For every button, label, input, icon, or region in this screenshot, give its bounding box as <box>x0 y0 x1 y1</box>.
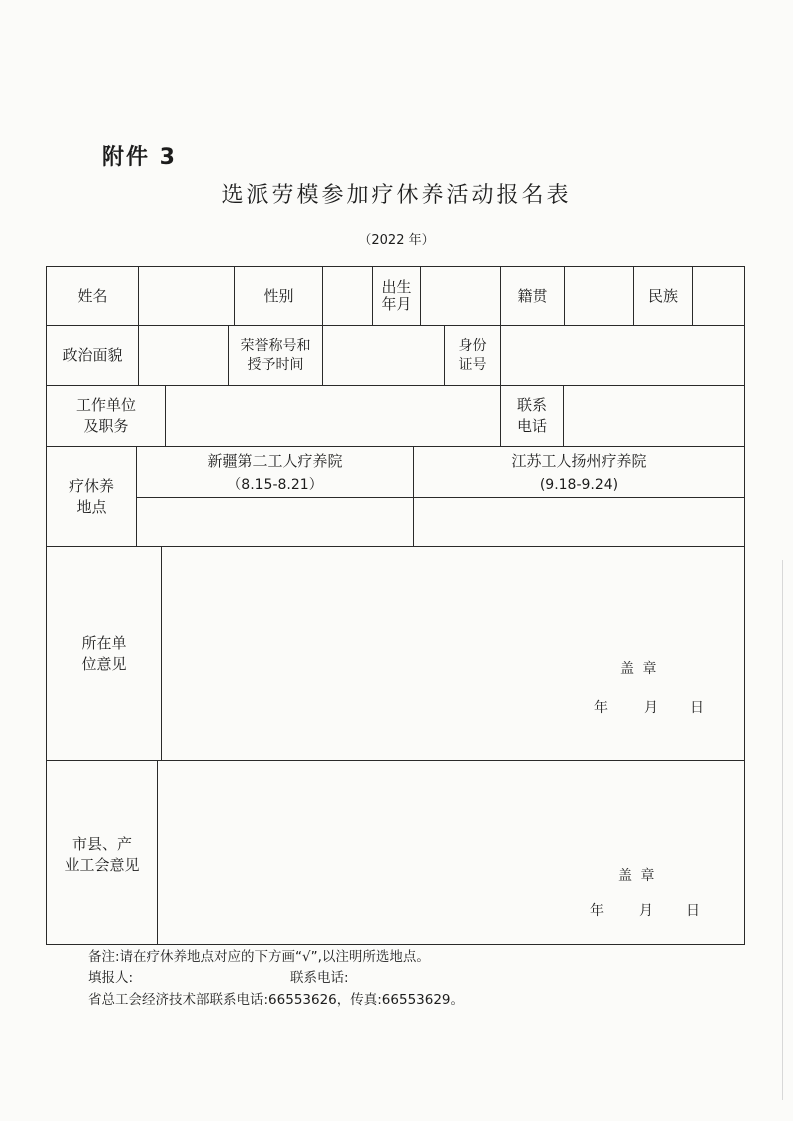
ethnicity-field[interactable] <box>693 267 744 325</box>
resort-option-xinjiang <box>137 449 413 497</box>
unit-opinion-label-line1: 所在单 <box>81 633 127 652</box>
unit-opinion-field[interactable] <box>162 547 744 760</box>
attachment-label: 附件 3 <box>102 145 177 170</box>
union-opinion-label-line2: 业工会意见 <box>64 856 140 874</box>
workplace-label-line2: 及职务 <box>83 417 129 435</box>
union-opinion-field[interactable] <box>158 761 744 944</box>
contact-phone-field[interactable] <box>564 386 744 446</box>
honor-label-line1: 荣誉称号和 <box>240 337 311 354</box>
unit-opinion-label-line2: 位意见 <box>81 654 127 673</box>
id-label-line1: 身份 <box>458 337 487 354</box>
resort-option-yangzhou-dates: (9.18-9.24) <box>539 477 619 493</box>
resort-option-yangzhou <box>414 449 744 497</box>
birth-date-label <box>373 267 420 325</box>
workplace-label-line1: 工作单位 <box>75 396 136 414</box>
gender-field[interactable] <box>323 267 372 325</box>
id-number-field[interactable] <box>501 326 744 385</box>
native-place-label: 籍贯 <box>517 286 548 305</box>
union-opinion-stamp: 盖 章 <box>618 868 657 884</box>
resort-option-yangzhou-name: 江苏工人扬州疗养院 <box>511 452 647 470</box>
political-status-label: 政治面貌 <box>62 346 123 364</box>
union-opinion-label <box>47 800 157 910</box>
contact-phone-note: 联系电话: <box>290 970 349 986</box>
id-label-line2: 证号 <box>458 356 487 373</box>
filler-label: 填报人: <box>88 970 134 986</box>
political-status-field[interactable] <box>139 326 228 385</box>
honor-title-field[interactable] <box>323 326 444 385</box>
table-line <box>46 944 745 945</box>
resort-label-line2: 地点 <box>76 497 107 516</box>
unit-opinion-label <box>47 547 161 760</box>
contact-phone-label-line2: 电话 <box>516 417 547 435</box>
resort-option-xinjiang-name: 新疆第二工人疗养院 <box>207 452 343 470</box>
unit-opinion-day: 日 <box>690 700 704 716</box>
table-line <box>744 266 745 945</box>
table-line <box>46 446 745 447</box>
ethnicity-label: 民族 <box>647 286 678 305</box>
unit-opinion-month: 月 <box>644 700 658 716</box>
honor-title-label <box>229 326 322 385</box>
remark-note: 备注:请在疗休养地点对应的下方画“√”,以注明所选地点。 <box>88 949 430 965</box>
workplace-field[interactable] <box>166 386 500 446</box>
union-opinion-month: 月 <box>639 903 653 919</box>
union-opinion-day: 日 <box>686 903 700 919</box>
resort-location-label <box>47 447 136 546</box>
resort-checkmark-cell-xinjiang[interactable] <box>137 498 413 546</box>
union-opinion-year: 年 <box>590 903 604 919</box>
resort-checkmark-cell-yangzhou[interactable] <box>414 498 744 546</box>
resort-option-xinjiang-dates: （8.15-8.21） <box>227 477 323 493</box>
gender-label: 性别 <box>263 286 294 305</box>
unit-opinion-stamp: 盖 章 <box>620 661 659 677</box>
birth-label-line2: 年月 <box>381 295 412 313</box>
name-label: 姓名 <box>77 286 108 305</box>
unit-opinion-year: 年 <box>594 700 608 716</box>
native-place-field[interactable] <box>565 267 633 325</box>
id-number-label <box>445 326 500 385</box>
name-field[interactable] <box>139 267 234 325</box>
workplace-label <box>47 386 165 446</box>
form-year: （2022 年） <box>358 233 435 248</box>
scan-edge-shadow <box>782 560 783 1100</box>
honor-label-line2: 授予时间 <box>247 356 304 373</box>
resort-label-line1: 疗休养 <box>68 476 114 495</box>
union-opinion-label-line1: 市县、产 <box>71 835 132 853</box>
contact-phone-label-line1: 联系 <box>516 396 547 414</box>
birth-label-line1: 出生 <box>381 278 412 296</box>
contact-phone-label <box>501 386 563 446</box>
birth-date-field[interactable] <box>421 267 500 325</box>
form-title: 选派劳模参加疗休养活动报名表 <box>221 183 572 208</box>
department-contact-note: 省总工会经济技术部联系电话:66553626，传真:66553629。 <box>88 992 465 1008</box>
